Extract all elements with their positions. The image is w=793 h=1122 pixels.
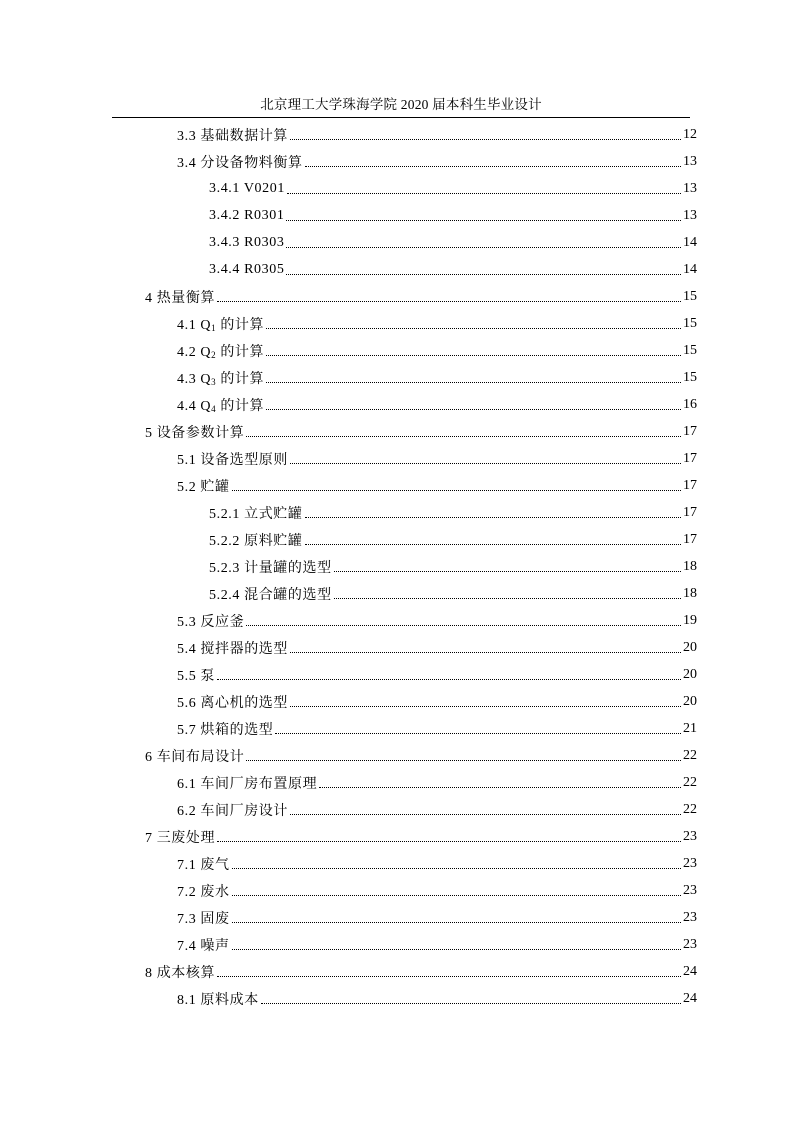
toc-page-number: 18: [683, 585, 697, 601]
toc-entry-title: 4.1 $Q_1$ 的计算: [177, 317, 265, 333]
toc-page-number: 13: [683, 180, 697, 196]
toc-entry[interactable]: [177, 904, 697, 931]
toc-entry[interactable]: [177, 769, 697, 796]
toc-leader-dots: [217, 301, 681, 302]
toc-entry-title: 8 成本核算: [145, 965, 216, 981]
toc-entry[interactable]: [177, 985, 697, 1012]
toc-entry[interactable]: [177, 850, 697, 877]
toc-leader-dots: [290, 463, 681, 464]
toc-page-number: 16: [683, 396, 697, 412]
toc-entry-title: 5 设备参数计算: [145, 425, 245, 441]
toc-leader-dots: [275, 733, 681, 734]
toc-page-number: 15: [683, 315, 697, 331]
toc-entry-title: 5.2 贮罐: [177, 479, 230, 495]
toc-leader-dots: [305, 166, 681, 167]
toc-leader-dots: [290, 652, 681, 653]
toc-entry-title: 4.2 $Q_2$ 的计算: [177, 344, 265, 360]
toc-entry-title: 7.4 噪声: [177, 938, 230, 954]
toc-leader-dots: [305, 517, 682, 518]
toc-entry[interactable]: [145, 823, 697, 850]
toc-entry[interactable]: [145, 958, 697, 985]
toc-entry-title: 7.2 废水: [177, 884, 230, 900]
toc-leader-dots: [217, 841, 681, 842]
toc-entry[interactable]: [177, 931, 697, 958]
toc-page-number: 20: [683, 666, 697, 682]
toc-entry[interactable]: [145, 418, 697, 445]
toc-leader-dots: [266, 355, 681, 356]
toc-entry-title: 5.3 反应釜: [177, 614, 245, 630]
toc-page-number: 14: [683, 234, 697, 250]
toc-entry[interactable]: [177, 796, 697, 823]
toc-page-number: 24: [683, 990, 697, 1006]
toc-page-number: 20: [683, 693, 697, 709]
toc-page-number: 22: [683, 774, 697, 790]
toc-entry[interactable]: [145, 742, 697, 769]
toc-page-number: 14: [683, 261, 697, 277]
toc-leader-dots: [290, 706, 681, 707]
toc-page-number: 17: [683, 477, 697, 493]
header-rule: [112, 117, 690, 118]
toc-entry[interactable]: [177, 445, 697, 472]
toc-entry-title: 7.1 废气: [177, 857, 230, 873]
toc-entry[interactable]: [209, 580, 697, 607]
toc-entry-title: 3.4.3 R0303: [209, 234, 285, 250]
toc-leader-dots: [246, 436, 681, 437]
toc-entry[interactable]: [177, 472, 697, 499]
toc-entry-title: 7 三废处理: [145, 830, 216, 846]
toc-entry[interactable]: [145, 283, 697, 310]
toc-page-number: 17: [683, 504, 697, 520]
toc-page-number: 19: [683, 612, 697, 628]
toc-entry[interactable]: [209, 499, 697, 526]
toc-leader-dots: [290, 814, 681, 815]
toc-leader-dots: [232, 868, 681, 869]
toc-entry[interactable]: [177, 715, 697, 742]
toc-entry-title: 5.6 离心机的选型: [177, 695, 288, 711]
toc-entry[interactable]: [177, 310, 697, 337]
toc-page-number: 23: [683, 909, 697, 925]
toc-entry[interactable]: [209, 256, 697, 283]
toc-entry-title: 5.2.1 立式贮罐: [209, 506, 303, 522]
toc-entry[interactable]: [209, 229, 697, 256]
toc-leader-dots: [232, 895, 681, 896]
toc-entry-title: 5.5 泵: [177, 668, 215, 684]
toc-leader-dots: [246, 760, 681, 761]
toc-page-number: 13: [683, 207, 697, 223]
toc-entry[interactable]: [177, 148, 697, 175]
toc-entry-title: 5.2.3 计量罐的选型: [209, 560, 332, 576]
toc-entry[interactable]: [209, 175, 697, 202]
toc-leader-dots: [334, 571, 681, 572]
toc-entry-title: 5.7 烘箱的选型: [177, 722, 274, 738]
toc-entry[interactable]: [209, 553, 697, 580]
toc-entry[interactable]: [177, 121, 697, 148]
toc-page-number: 18: [683, 558, 697, 574]
toc-leader-dots: [261, 1003, 681, 1004]
toc-entry-title: 6 车间布局设计: [145, 749, 245, 765]
toc-leader-dots: [217, 976, 681, 977]
toc-entry[interactable]: [209, 526, 697, 553]
toc-leader-dots: [266, 382, 681, 383]
toc-entry-title: 4.4 $Q_4$ 的计算: [177, 398, 265, 414]
toc-page-number: 22: [683, 747, 697, 763]
toc-leader-dots: [287, 193, 681, 194]
toc-leader-dots: [286, 247, 681, 248]
toc-leader-dots: [246, 625, 681, 626]
toc-entry-title: 3.4.2 R0301: [209, 207, 285, 223]
toc-entry-title: 5.2.2 原料贮罐: [209, 533, 303, 549]
toc-entry-title: 3.3 基础数据计算: [177, 128, 288, 144]
toc-page-number: 23: [683, 936, 697, 952]
toc-page-number: 23: [683, 828, 697, 844]
toc-leader-dots: [232, 490, 681, 491]
toc-leader-dots: [266, 328, 681, 329]
toc-page-number: 15: [683, 288, 697, 304]
toc-leader-dots: [305, 544, 682, 545]
toc-entry-title: 5.1 设备选型原则: [177, 452, 288, 468]
toc-entry[interactable]: [177, 364, 697, 391]
toc-page-number: 23: [683, 855, 697, 871]
toc-leader-dots: [290, 139, 681, 140]
toc-entry-title: 8.1 原料成本: [177, 992, 259, 1008]
toc-page-number: 17: [683, 531, 697, 547]
toc-entry-title: 6.2 车间厂房设计: [177, 803, 288, 819]
toc-page-number: 21: [683, 720, 697, 736]
toc-leader-dots: [334, 598, 681, 599]
toc-page-number: 17: [683, 423, 697, 439]
toc-entry-title: 3.4.1 V0201: [209, 180, 285, 196]
toc-page-number: 17: [683, 450, 697, 466]
toc-entry-title: 3.4 分设备物料衡算: [177, 155, 303, 171]
toc-entry[interactable]: [177, 688, 697, 715]
toc-entry[interactable]: [177, 634, 697, 661]
toc-page-number: 15: [683, 369, 697, 385]
toc-entry-title: 4 热量衡算: [145, 290, 216, 306]
toc-entry[interactable]: [177, 337, 697, 364]
toc-page-number: 12: [683, 126, 697, 142]
toc-entry-title: 4.3 $Q_3$ 的计算: [177, 371, 265, 387]
toc-leader-dots: [286, 274, 681, 275]
toc-page-number: 20: [683, 639, 697, 655]
toc-entry-title: 3.4.4 R0305: [209, 261, 285, 277]
toc-page-number: 23: [683, 882, 697, 898]
toc-entry-title: 7.3 固废: [177, 911, 230, 927]
toc-entry[interactable]: [177, 607, 697, 634]
toc-entry-title: 5.4 搅拌器的选型: [177, 641, 288, 657]
toc-entry[interactable]: [177, 391, 697, 418]
toc-page-number: 15: [683, 342, 697, 358]
toc-leader-dots: [286, 220, 681, 221]
toc-leader-dots: [319, 787, 681, 788]
page-header: 北京理工大学珠海学院 2020 届本科生毕业设计: [260, 97, 542, 112]
toc-entry[interactable]: [209, 202, 697, 229]
toc-leader-dots: [232, 922, 681, 923]
toc-entry-title: 5.2.4 混合罐的选型: [209, 587, 332, 603]
toc-leader-dots: [217, 679, 681, 680]
toc-leader-dots: [232, 949, 681, 950]
toc-page-number: 22: [683, 801, 697, 817]
toc-page-number: 13: [683, 153, 697, 169]
toc-page-number: 24: [683, 963, 697, 979]
toc-entry[interactable]: [177, 877, 697, 904]
toc-entry-title: 6.1 车间厂房布置原理: [177, 776, 318, 792]
toc-entry[interactable]: [177, 661, 697, 688]
toc-leader-dots: [266, 409, 681, 410]
